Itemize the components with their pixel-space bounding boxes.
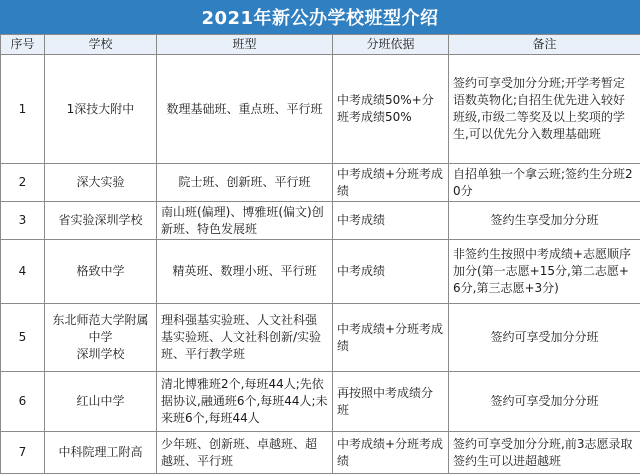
row-no: 7 bbox=[1, 432, 45, 474]
row-notes: 签约可享受加分分班 bbox=[449, 372, 640, 432]
row-no: 4 bbox=[1, 240, 45, 304]
header-notes: 备注 bbox=[449, 35, 640, 55]
row-basis: 中考成绩 bbox=[333, 240, 449, 304]
header-no: 序号 bbox=[1, 35, 45, 55]
row-notes: 签约可享受加分分班,前3志愿录取签约生可以进超越班 bbox=[449, 432, 640, 474]
row-notes: 签约生享受加分分班 bbox=[449, 202, 640, 240]
row-no: 6 bbox=[1, 372, 45, 432]
row-school: 格致中学 bbox=[45, 240, 157, 304]
row-no: 1 bbox=[1, 55, 45, 164]
header-basis: 分班依据 bbox=[333, 35, 449, 55]
row-basis: 再按照中考成绩分班 bbox=[333, 372, 449, 432]
row-basis: 中考成绩+分班考成绩 bbox=[333, 432, 449, 474]
row-classes: 南山班(偏理)、博雅班(偏文)创新班、特色发展班 bbox=[157, 202, 333, 240]
table-row bbox=[1, 240, 640, 304]
school-class-table bbox=[0, 34, 640, 474]
header-row bbox=[1, 35, 640, 55]
row-notes: 签约可享受加分分班;开学考暂定语数英物化;自招生优先进入较好班级,市级二等奖及以上奖项的学生,可以优先分入数理基础班 bbox=[449, 55, 640, 164]
row-school: 深大实验 bbox=[45, 164, 157, 202]
row-notes: 签约可享受加分分班 bbox=[449, 304, 640, 372]
row-no: 5 bbox=[1, 304, 45, 372]
table-row bbox=[1, 304, 640, 372]
header-school: 学校 bbox=[45, 35, 157, 55]
row-classes: 院士班、创新班、平行班 bbox=[157, 164, 333, 202]
row-no: 2 bbox=[1, 164, 45, 202]
row-basis: 中考成绩50%+分班考成绩50% bbox=[333, 55, 449, 164]
row-classes: 数理基础班、重点班、平行班 bbox=[157, 55, 333, 164]
table-row bbox=[1, 432, 640, 474]
row-school: 1深技大附中 bbox=[45, 55, 157, 164]
row-basis: 中考成绩+分班考成绩 bbox=[333, 304, 449, 372]
row-notes: 自招单独一个拿云班;签约生分班20分 bbox=[449, 164, 640, 202]
table-row bbox=[1, 372, 640, 432]
table-title: 2021年新公办学校班型介绍 bbox=[0, 0, 640, 34]
row-classes: 清北博雅班2个,每班44人;先依据协议,融通班6个,每班44人;未来班6个,每班44人 bbox=[157, 372, 333, 432]
row-classes: 少年班、创新班、卓越班、超越班、平行班 bbox=[157, 432, 333, 474]
row-basis: 中考成绩 bbox=[333, 202, 449, 240]
row-basis: 中考成绩+分班考成绩 bbox=[333, 164, 449, 202]
table-row bbox=[1, 202, 640, 240]
row-classes: 精英班、数理小班、平行班 bbox=[157, 240, 333, 304]
row-school: 东北师范大学附属中学 深圳学校 bbox=[45, 304, 157, 372]
row-no: 3 bbox=[1, 202, 45, 240]
header-classes: 班型 bbox=[157, 35, 333, 55]
table-row bbox=[1, 164, 640, 202]
row-school: 红山中学 bbox=[45, 372, 157, 432]
row-classes: 理科强基实验班、人文社科强基实验班、人文社科创新/实验班、平行教学班 bbox=[157, 304, 333, 372]
row-school: 省实验深圳学校 bbox=[45, 202, 157, 240]
row-notes: 非签约生按照中考成绩+志愿顺序加分(第一志愿+15分,第二志愿+6分,第三志愿+3分) bbox=[449, 240, 640, 304]
row-school: 中科院理工附高 bbox=[45, 432, 157, 474]
table-row bbox=[1, 55, 640, 164]
